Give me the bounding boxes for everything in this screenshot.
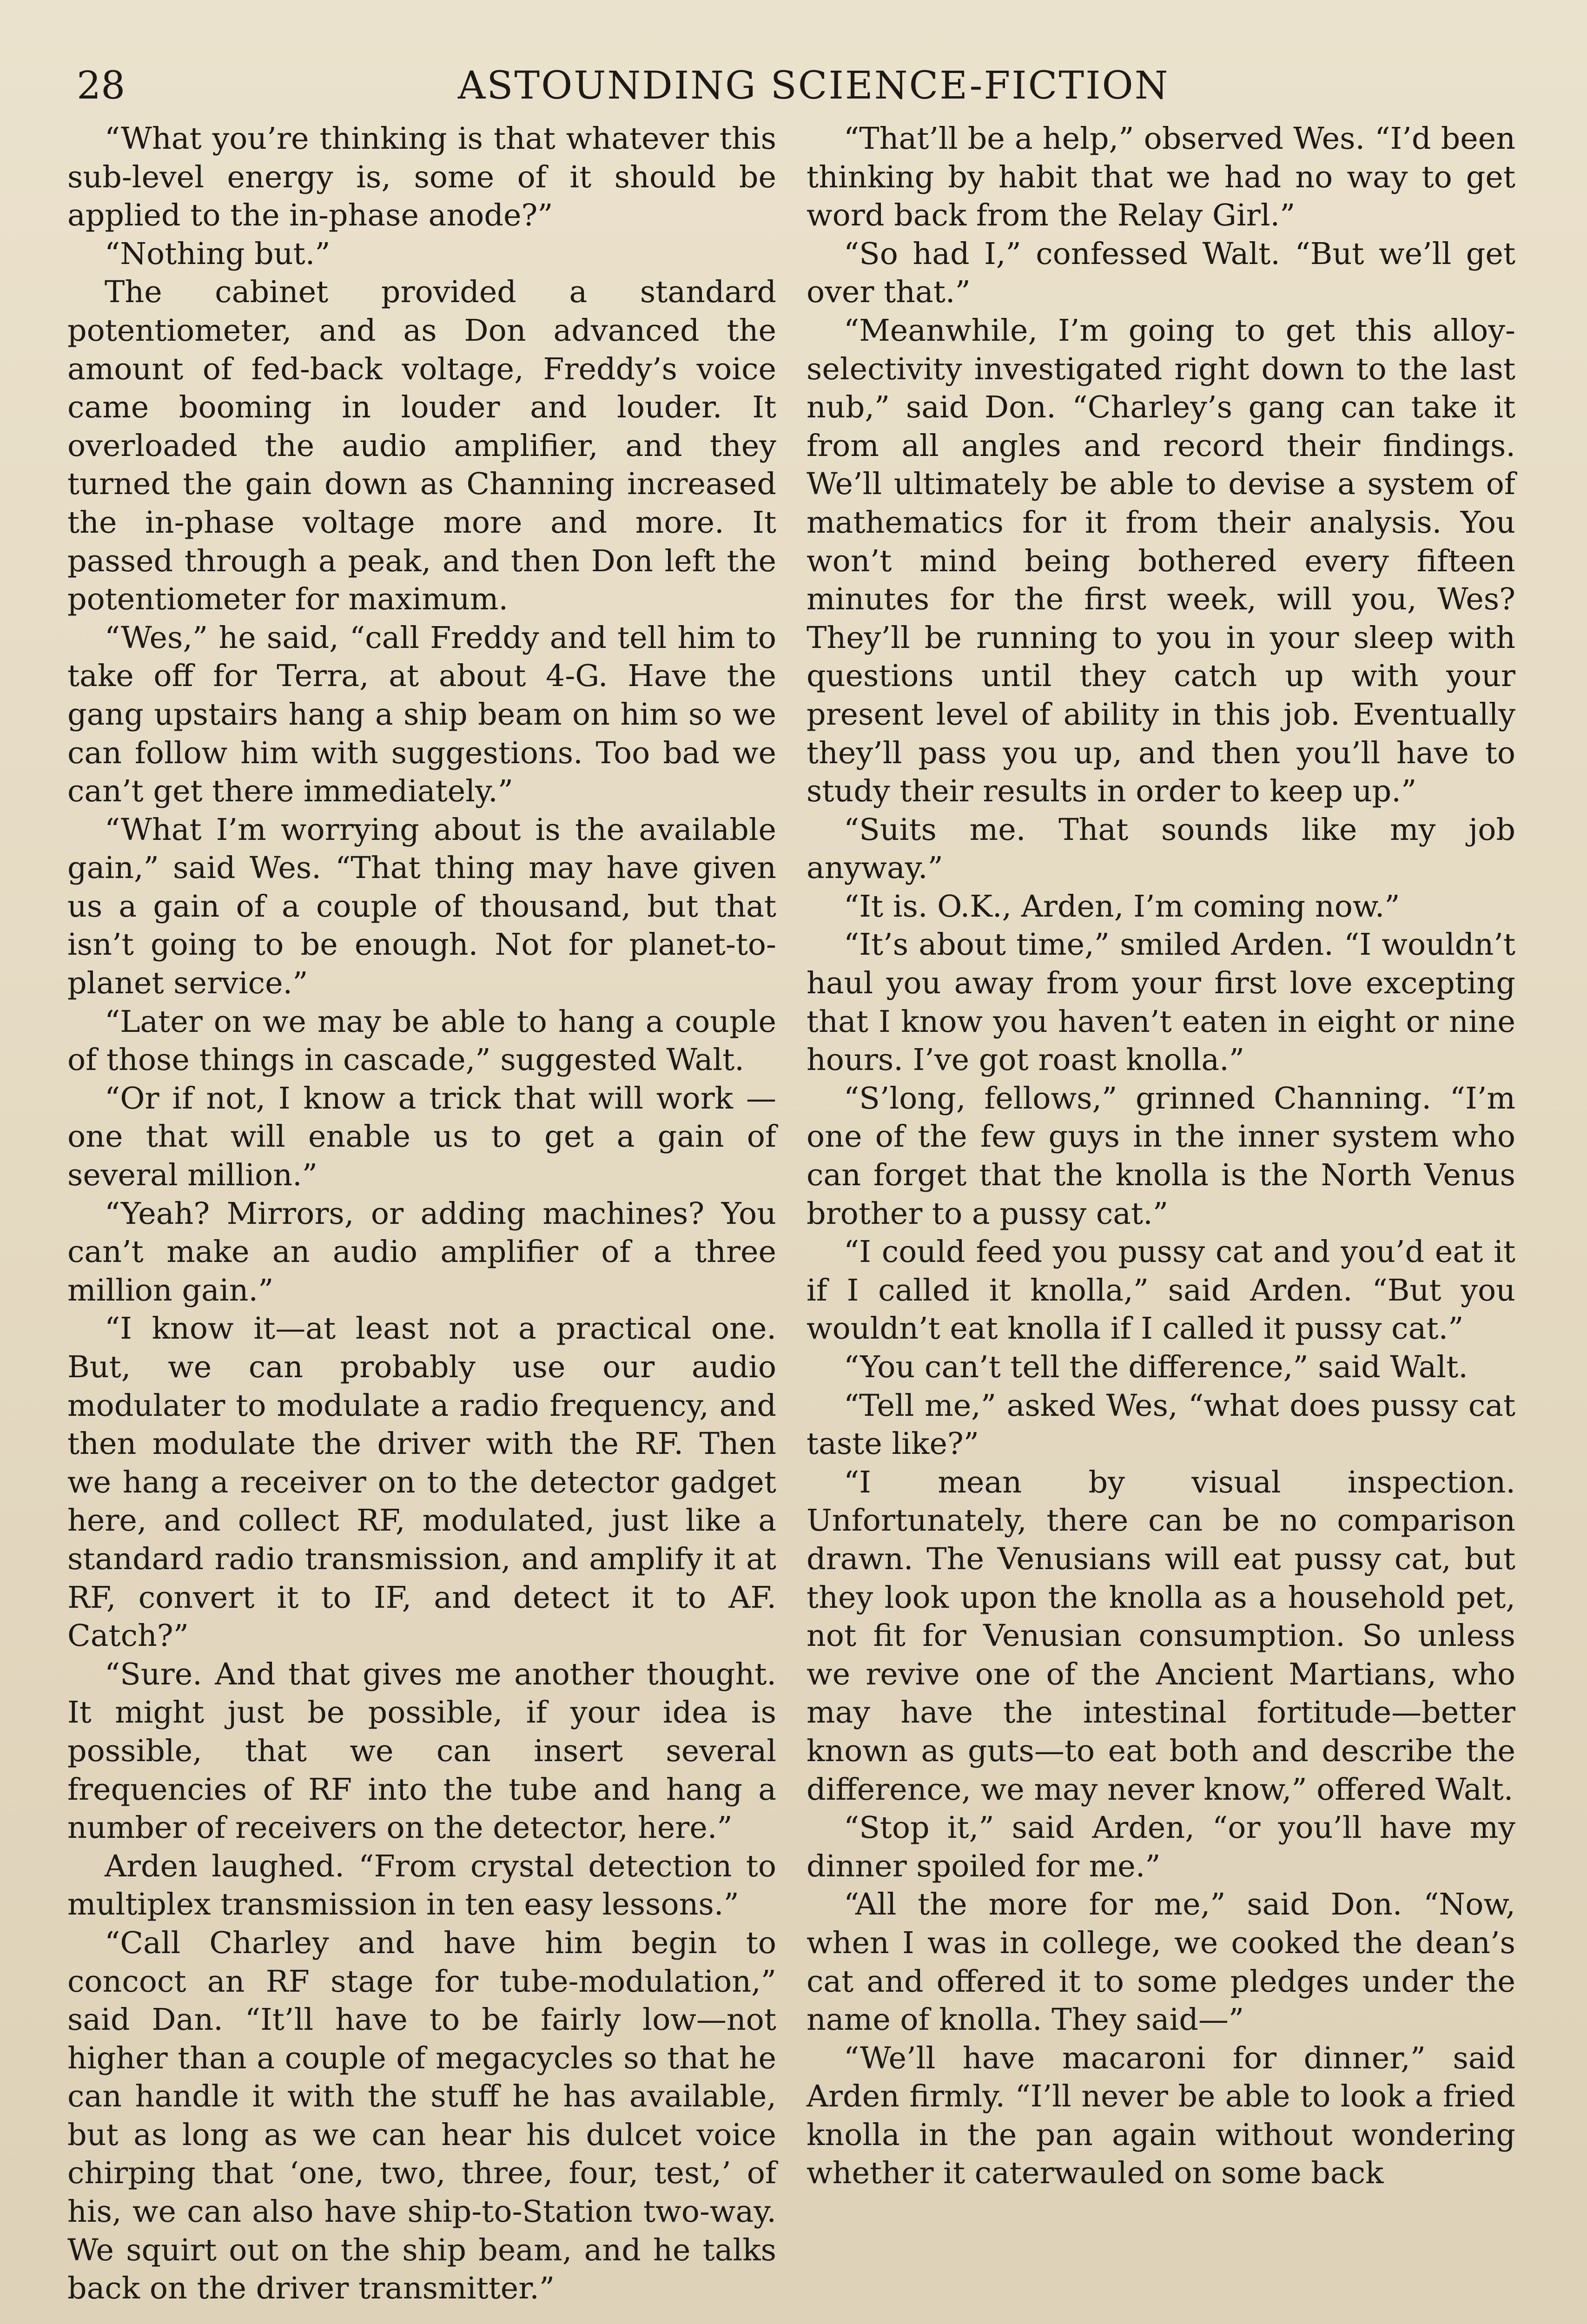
running-title: ASTOUNDING SCIENCE-FICTION [458, 64, 1170, 108]
left-column [67, 120, 776, 2308]
paragraph: “Nothing but.” [105, 236, 331, 271]
paragraph: “I mean by visual inspection. Unfortunately, there can be no comparison drawn. The Venusians will eat pussy cat, but they look upon the knolla as a household pet, not fit for Venusian consumption. So unless we revive one of the Ancient Martians, who may have the intestinal fortitude—better known as guts—to eat both and describe the difference, we may never know,” offered Walt. [807, 1465, 1515, 1807]
paragraph: “What I’m worrying about is the available gain,” said Wes. “That thing may have given us a gain of a couple of thousand, but that isn’t going to be enough. Not for planet-to-planet service.” [67, 812, 776, 1001]
paragraph: “That’ll be a help,” observed Wes. “I’d been thinking by habit that we had no way to get word back from the Relay Girl.” [807, 121, 1515, 233]
paragraph: “Suits me. That sounds like my job anyway.” [807, 812, 1515, 886]
paragraph: The cabinet provided a standard potentiometer, and as Don advanced the amount of fed-back voltage, Freddy’s voice came booming in louder and louder. It overloaded the audio amplifier, and they turned the gain down as Channing increased the in-phase voltage more and more. It passed through a peak, and then Don left the potentiometer for maximum. [67, 275, 776, 617]
paragraph: “It’s about time,” smiled Arden. “I wouldn’t haul you away from your first love excepting that I know you haven’t eaten in eight or nine hours. I’ve got roast knolla.” [807, 927, 1515, 1078]
paragraph: “It is. O.K., Arden, I’m coming now.” [844, 889, 1400, 924]
paragraph: “Stop it,” said Arden, “or you’ll have my dinner spoiled for me.” [807, 1810, 1515, 1884]
paragraph: “Meanwhile, I’m going to get this alloy-selectivity investigated right down to the last nub,” said Don. “Charley’s gang can take it from all angles and record their findings. We’ll ultimately be able to devise a system of mathematics for it from their analysis. You won’t mind being bothered every fifteen minutes for the first week, will you, Wes? They’ll be running to you in your sleep with questions until they catch up with your present level of ability in this job. Eventually they’ll pass you up, and then you’ll have to study their results in order to keep up.” [807, 313, 1515, 809]
paragraph: “I know it—at least not a practical one. But, we can probably use our audio modulater to modulate a radio frequency, and then modulate the driver with the RF. Then we hang a receiver on to the detector gadget here, and collect RF, modulated, just like a standard radio transmission, and amplify it at RF, convert it to IF, and detect it to AF. Catch?” [67, 1311, 776, 1654]
paragraph: “Call Charley and have him begin to concoct an RF stage for tube-modulation,” said Dan. “It’ll have to be fairly low—not higher than a couple of megacycles so that he can handle it with the stuff he has available, but as long as we can hear his dulcet voice chirping that ‘one, two, three, four, test,’ of his, we can also have ship-to-Station two-way. We squirt out on the ship beam, and he talks back on the driver transmitter.” [67, 1925, 776, 2306]
paragraph: “We’ll have macaroni for dinner,” said Arden firmly. “I’ll never be able to look a fried knolla in the pan again without wondering whether it caterwauled on some back [807, 2040, 1515, 2191]
page-header [77, 56, 1499, 116]
paragraph: “Later on we may be able to hang a couple of those things in cascade,” suggested Walt. [67, 1004, 776, 1078]
page-number: 28 [77, 64, 126, 108]
paragraph: “Wes,” he said, “call Freddy and tell him to take off for Terra, at about 4-G. Have the gang upstairs hang a ship beam on him so we can follow him with suggestions. Too bad we can’t get there immediately.” [67, 620, 776, 809]
paragraph: “Yeah? Mirrors, or adding machines? You can’t make an audio amplifier of a three million gain.” [67, 1196, 776, 1308]
paragraph: “I could feed you pussy cat and you’d eat it if I called it knolla,” said Arden. “But you wouldn’t eat knolla if I called it pussy cat.” [807, 1235, 1515, 1347]
paragraph: Arden laughed. “From crystal detection to multiplex transmission in ten easy lessons.” [67, 1849, 776, 1922]
paragraph: “All the more for me,” said Don. “Now, when I was in college, we cooked the dean’s cat and offered it to some pledges under the name of knolla. They said—” [807, 1887, 1515, 2038]
paragraph: “What you’re thinking is that whatever this sub-level energy is, some of it should be applied to the in-phase anode?” [67, 121, 776, 233]
right-column [807, 120, 1515, 2193]
paragraph: “Tell me,” asked Wes, “what does pussy cat taste like?” [807, 1388, 1515, 1462]
paragraph: “Or if not, I know a trick that will work —one that will enable us to get a gain of several million.” [67, 1081, 776, 1193]
paragraph: “Sure. And that gives me another thought. It might just be possible, if your idea is possible, that we can insert several frequencies of RF into the tube and hang a number of receivers on the detector, here.” [67, 1657, 776, 1846]
paragraph: “S’long, fellows,” grinned Channing. “I’m one of the few guys in the inner system who can forget that the knolla is the North Venus brother to a pussy cat.” [807, 1081, 1515, 1231]
paragraph: “You can’t tell the difference,” said Walt. [844, 1350, 1468, 1385]
paragraph: “So had I,” confessed Walt. “But we’ll get over that.” [807, 236, 1515, 310]
